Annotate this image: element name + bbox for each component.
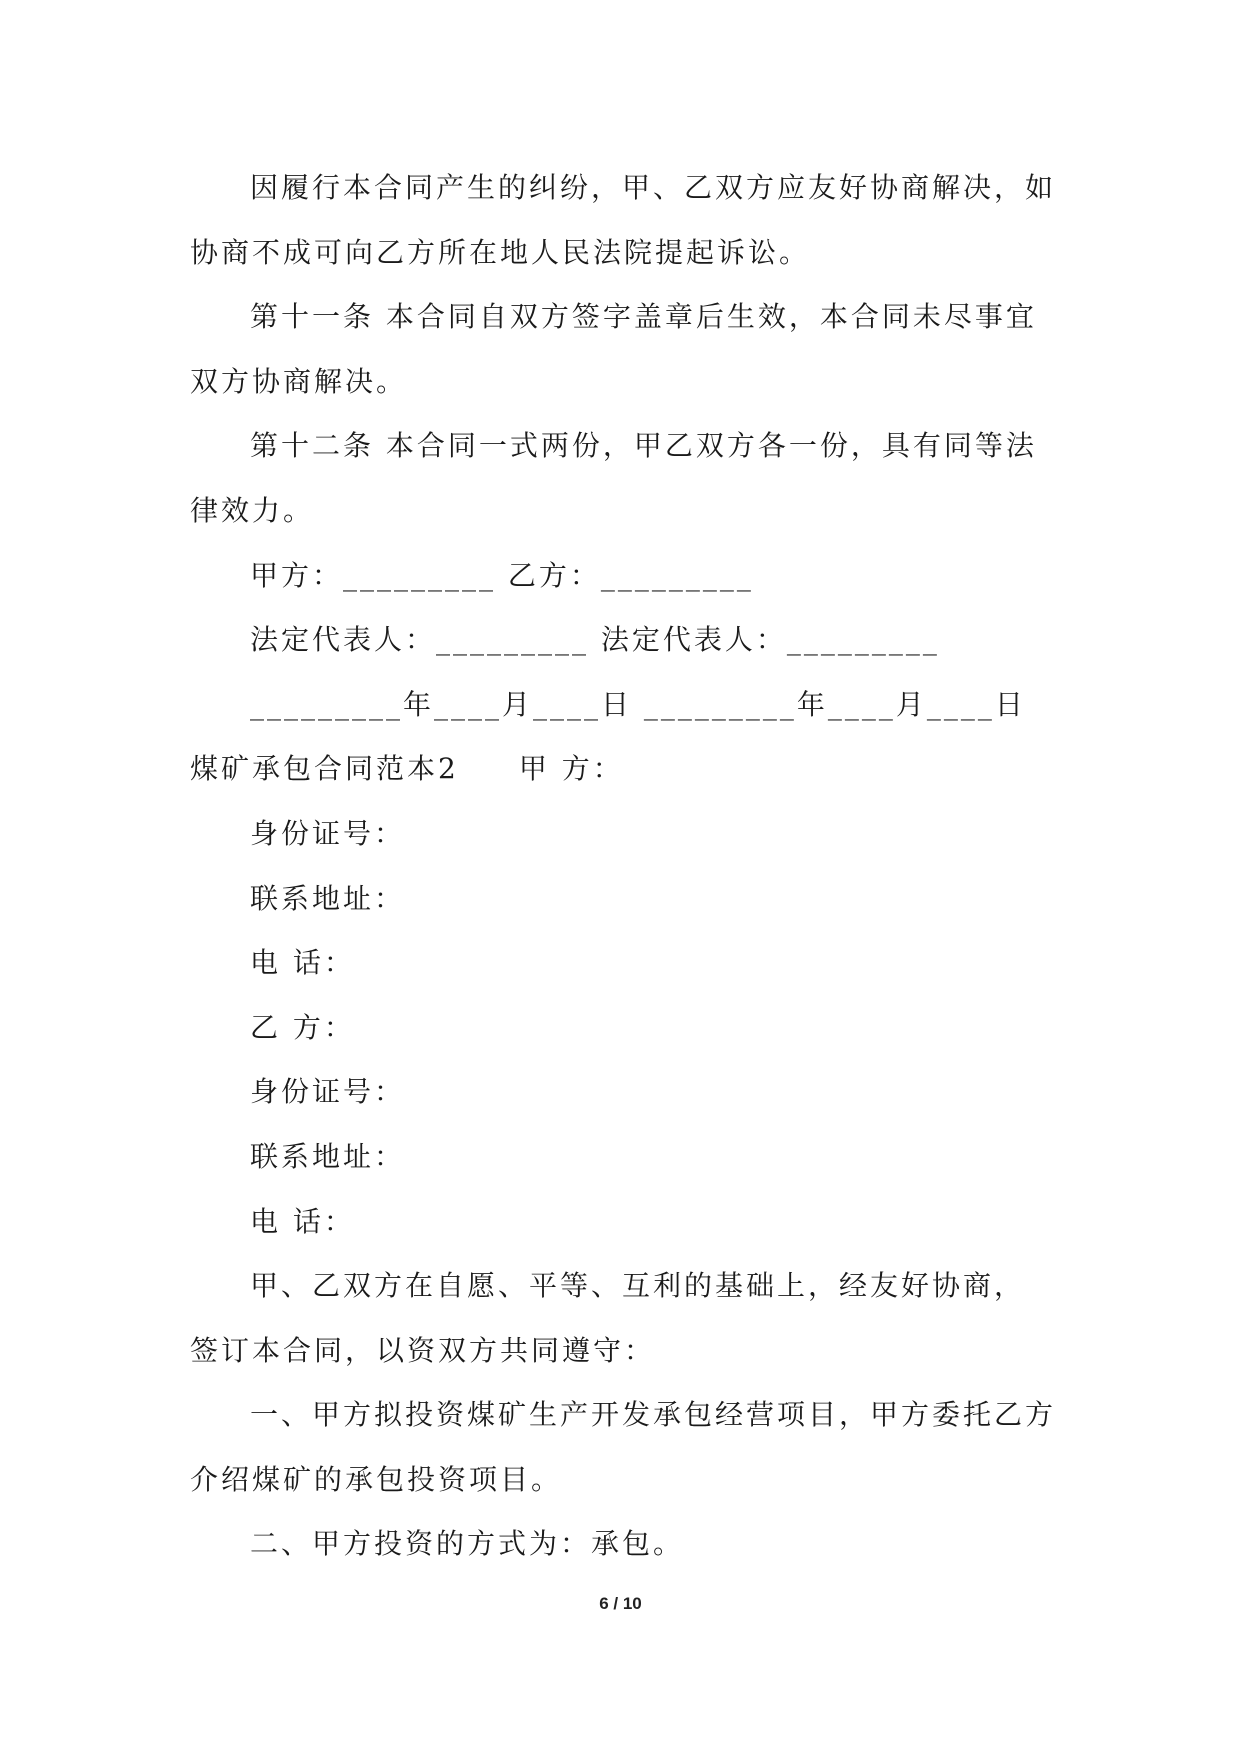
paragraph-line: 甲、乙双方在自愿、平等、互利的基础上，经友好协商， — [250, 1269, 1026, 1303]
clause-one-line: 一、甲方拟投资煤矿生产开发承包经营项目，甲方委托乙方 — [250, 1398, 1057, 1432]
contract-title: 煤矿承包合同范本2 — [190, 752, 459, 786]
date-line: _________年____月____日 _________年____月____日 — [250, 687, 1026, 721]
section-heading-line — [190, 737, 1050, 802]
party-a-label: 甲 方： — [518, 752, 624, 786]
article-eleven-line: 第十一条 本合同自双方签字盖章后生效，本合同未尽事宜 — [250, 300, 1037, 334]
page-number: 6 / 10 — [599, 1594, 642, 1613]
party-a-id-field: 身份证号： — [250, 816, 406, 850]
paragraph-line: 签订本合同，以资双方共同遵守： — [190, 1333, 656, 1367]
party-b-id-field: 身份证号： — [250, 1075, 406, 1109]
party-a-address-field: 联系地址： — [250, 881, 406, 915]
article-twelve-line: 第十二条 本合同一式两份，甲乙双方各一份，具有同等法 — [250, 429, 1037, 463]
clause-two-line: 二、甲方投资的方式为：承包。 — [250, 1527, 685, 1561]
paragraph-line: 因履行本合同产生的纠纷，甲、乙双方应友好协商解决，如 — [250, 171, 1057, 204]
party-signature-line: 甲方：_________ 乙方：_________ — [250, 558, 754, 592]
party-b-address-field: 联系地址： — [250, 1139, 406, 1173]
paragraph-line: 双方协商解决。 — [190, 364, 408, 398]
paragraph-line: 协商不成可向乙方所在地人民法院提起诉讼。 — [190, 235, 811, 269]
paragraph-line: 律效力。 — [190, 493, 315, 527]
party-b-phone-field: 电 话： — [250, 1204, 355, 1238]
document-body — [190, 156, 1057, 1577]
party-b-label: 乙 方： — [250, 1010, 355, 1044]
legal-representative-line: 法定代表人：_________ 法定代表人：_________ — [250, 623, 940, 657]
party-a-phone-field: 电 话： — [250, 946, 355, 980]
paragraph-line: 介绍煤矿的承包投资项目。 — [190, 1462, 563, 1496]
